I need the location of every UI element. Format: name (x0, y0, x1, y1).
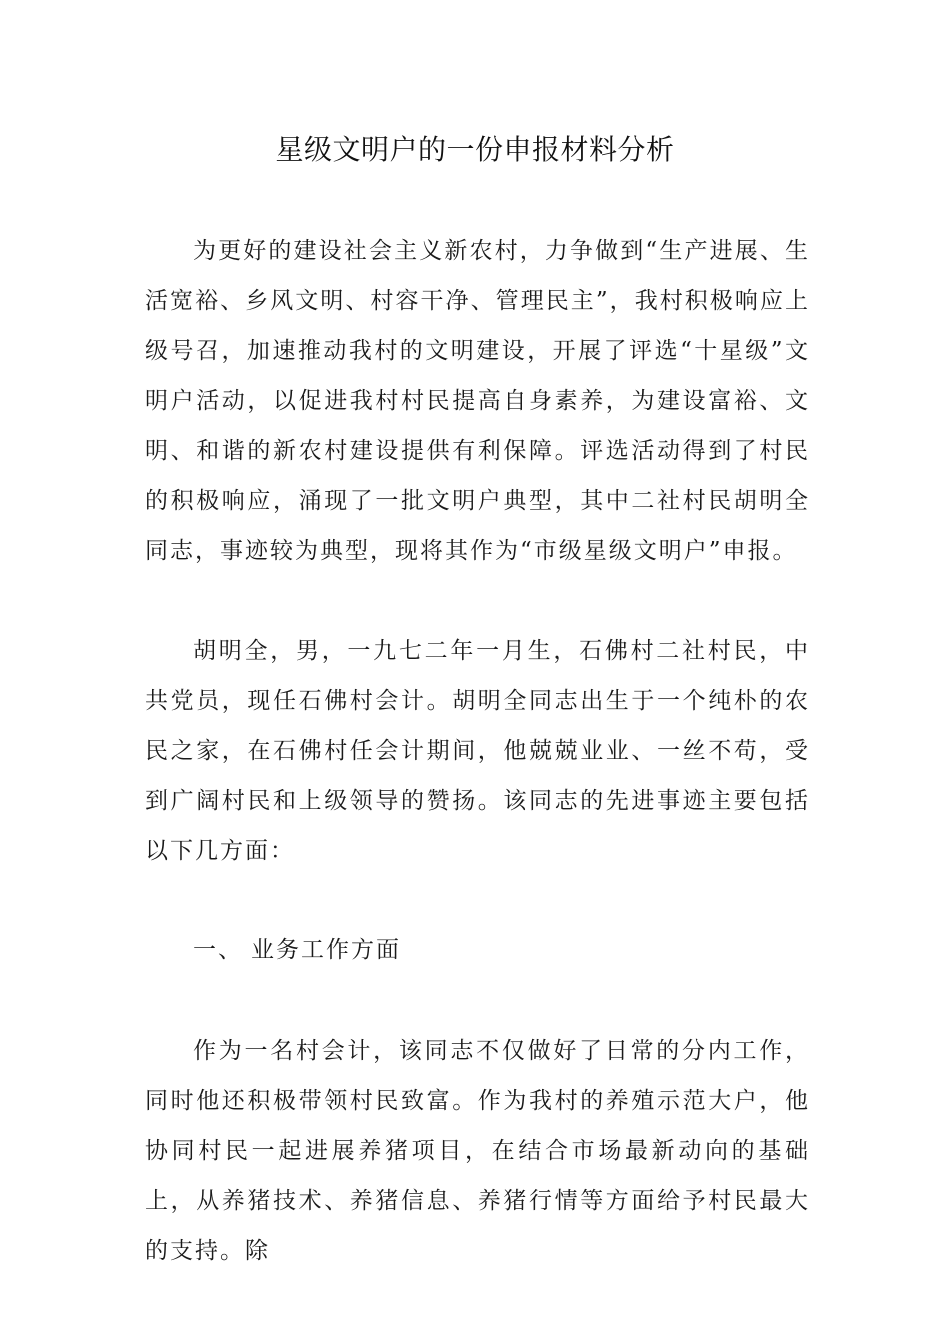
document-title: 星级文明户的一份申报材料分析 (275, 133, 675, 166)
section-number: 一、 (193, 937, 243, 963)
paragraph-profile: 胡明全，男，一九七二年一月生，石佛村二社村民，中共党员，现任石佛村会计。胡明全同志出生于一个纯朴的农民之家，在石佛村任会计期间，他兢兢业业、一丝不苟，受到广阔村民和上级领导的赞扬。该同志的先进事迹主要包括以下几方面： (145, 638, 810, 864)
paragraph-work: 作为一名村会计，该同志不仅做好了日常的分内工作，同时他还积极带领村民致富。作为我村的养殖示范大户，他协同村民一起进展养猪项目，在结合市场最新动向的基础上，从养猪技术、养猪信息、养猪行情等方面给予村民最大的支持。除 (145, 1038, 810, 1264)
section-heading (193, 925, 401, 975)
paragraph-intro: 为更好的建设社会主义新农村，力争做到“生产进展、生活宽裕、乡风文明、村容干净、管理民主”，我村积极响应上级号召，加速推动我村的文明建设，开展了评选“十星级”文明户活动，以促进我村村民提高自身素养，为建设富裕、文明、和谐的新农村建设提供有利保障。评选活动得到了村民的积极响应，涌现了一批文明户典型，其中二社村民胡明全同志，事迹较为典型，现将其作为“市级星级文明户”申报。 (145, 238, 810, 564)
section-heading-text: 业务工作方面 (251, 937, 401, 963)
